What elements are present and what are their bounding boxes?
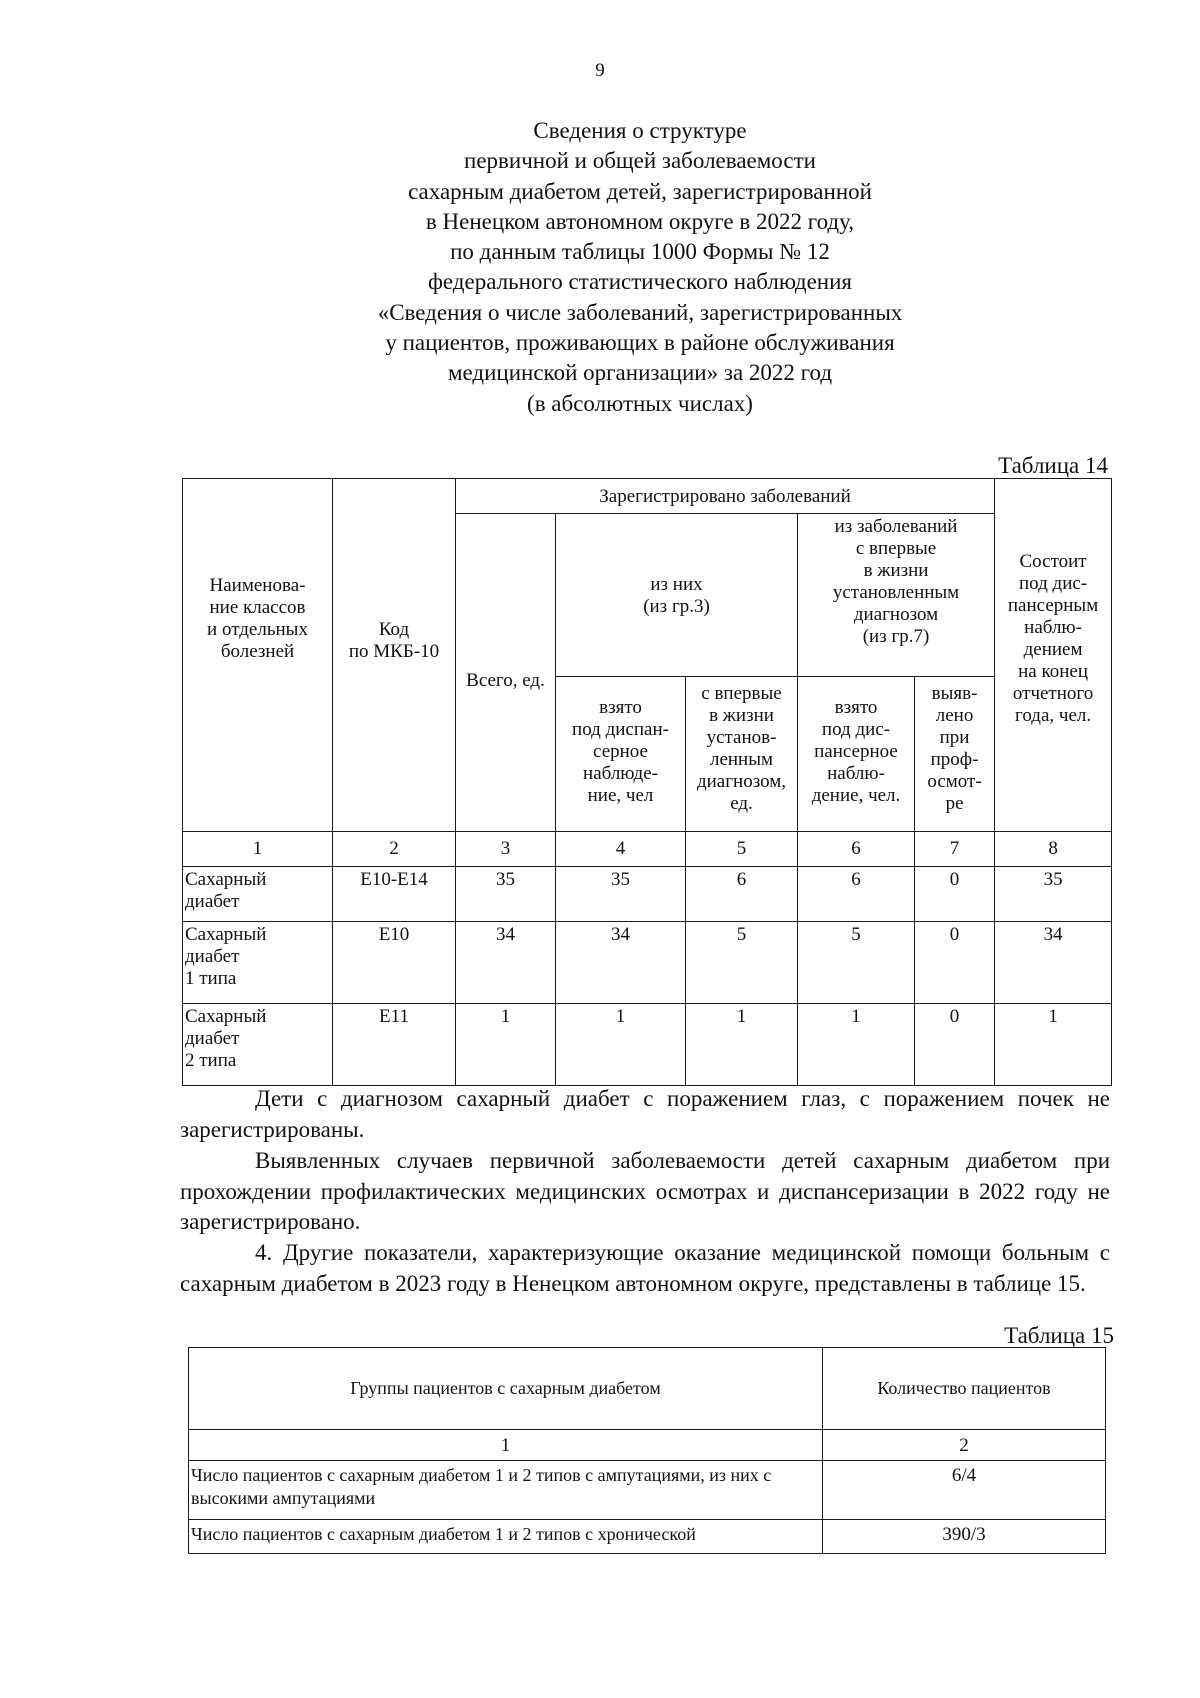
row-name-text: Сахарный диабет	[185, 869, 267, 912]
header-taken-dispensary-new-text: взято под дис- пансерное наблю- дение, чел.	[811, 697, 901, 806]
title-line: федерального статистического наблюдения	[427, 269, 853, 295]
row-value: 5	[686, 922, 798, 1004]
row-value: 34	[556, 922, 686, 1004]
title-line: сахарным диабетом детей, зарегистрированной	[408, 178, 872, 204]
col-number: 1	[183, 832, 333, 867]
row-code: Е10-Е14	[333, 867, 456, 922]
table-row	[183, 922, 1112, 1004]
header-of-new	[798, 514, 995, 677]
title-line: «Сведения о числе заболеваний, зарегистрированных	[377, 299, 903, 325]
col-number: 3	[456, 832, 556, 867]
row-value: 1	[556, 1004, 686, 1086]
row-value: 34	[456, 922, 556, 1004]
header-of-them	[556, 514, 798, 677]
col-number: 4	[556, 832, 686, 867]
row-value: 34	[995, 922, 1112, 1004]
header-detected-checkup-text: выяв- лено при проф- осмот- ре	[927, 683, 982, 814]
title-line: медицинской организации» за 2022 год	[447, 360, 833, 386]
table-14	[182, 478, 1112, 1086]
header-code	[333, 479, 456, 832]
col-number: 1	[189, 1430, 823, 1461]
table-14-caption: Таблица 14	[998, 453, 1108, 478]
row-count: 390/3	[823, 1520, 1106, 1554]
row-value: 1	[798, 1004, 915, 1086]
header-patient-groups: Группы пациентов с сахарным диабетом	[189, 1348, 823, 1430]
row-name	[183, 867, 333, 922]
header-taken-dispensary-text: взято под диспан- серное наблюде- ние, чел	[572, 697, 669, 806]
header-name-text: Наименова- ние классов и отдельных болезней	[207, 575, 308, 662]
header-of-new-text: из заболеваний с впервые в жизни установленным диагнозом (из гр.7)	[832, 516, 960, 647]
row-value: 1	[456, 1004, 556, 1086]
table-row	[189, 1461, 1106, 1520]
row-value: 0	[915, 922, 995, 1004]
title-line: в Ненецком автономном округе в 2022 году,	[425, 208, 855, 234]
row-value: 1	[995, 1004, 1112, 1086]
table-row	[183, 1004, 1112, 1086]
title-line: у пациентов, проживающих в районе обслуживания	[385, 330, 895, 356]
title-line: первичной и общей заболеваемости	[464, 148, 816, 174]
row-value: 35	[995, 867, 1112, 922]
column-number-row	[183, 832, 1112, 867]
row-count: 6/4	[823, 1461, 1106, 1520]
row-value: 6	[798, 867, 915, 922]
header-first-time	[686, 677, 798, 832]
column-number-row	[189, 1430, 1106, 1461]
header-patient-count: Количество пациентов	[823, 1348, 1106, 1430]
row-group: Число пациентов с сахарным диабетом 1 и 2 типов с ампутациями, из них с высокими ампутациями	[189, 1461, 823, 1520]
row-value: 6	[686, 867, 798, 922]
table-15	[188, 1347, 1106, 1554]
table-row	[183, 867, 1112, 922]
row-name-text: Сахарный диабет 1 типа	[185, 924, 267, 989]
paragraph-no-complications: Дети с диагнозом сахарный диабет с поражением глаз, с поражением почек не зарегистрированы.	[180, 1086, 1110, 1142]
header-dispensary-end-text: Состоит под дис- пансерным наблю- дением на конец отчетного года, чел.	[1007, 551, 1099, 726]
paragraph-no-first-cases: Выявленных случаев первичной заболеваемости детей сахарным диабетом при прохождении профилактических медицинских осмотрах и диспансеризации в 2022 году не зарегистрировано.	[180, 1148, 1110, 1234]
col-number: 7	[915, 832, 995, 867]
row-value: 35	[556, 867, 686, 922]
title-line: (в абсолютных числах)	[527, 390, 753, 416]
header-name	[183, 479, 333, 832]
row-name-text: Сахарный диабет 2 типа	[185, 1006, 267, 1071]
title-line: по данным таблицы 1000 Формы № 12	[450, 239, 830, 265]
header-code-text: Код по МКБ-10	[348, 619, 440, 662]
table-row	[189, 1520, 1106, 1554]
row-value: 1	[686, 1004, 798, 1086]
paragraph-other-indicators: 4. Другие показатели, характеризующие оказание медицинской помощи больным с сахарным диабетом в 2023 году в Ненецком автономном округе, представлены в таблице 15.	[180, 1240, 1110, 1296]
header-first-time-text: с впервые в жизни установ- ленным диагнозом, ед.	[696, 683, 787, 814]
row-code: Е11	[333, 1004, 456, 1086]
table-15-caption: Таблица 15	[1004, 1323, 1114, 1348]
row-value: 0	[915, 867, 995, 922]
row-value: 0	[915, 1004, 995, 1086]
title-line: Сведения о структуре	[533, 118, 747, 143]
header-taken-dispensary	[556, 677, 686, 832]
col-number: 5	[686, 832, 798, 867]
col-number: 6	[798, 832, 915, 867]
row-name	[183, 1004, 333, 1086]
col-number: 2	[823, 1430, 1106, 1461]
page-number: 9	[595, 60, 605, 81]
row-name	[183, 922, 333, 1004]
row-value: 35	[456, 867, 556, 922]
header-detected-checkup	[915, 677, 995, 832]
row-group: Число пациентов с сахарным диабетом 1 и 2 типов с хронической	[189, 1520, 823, 1554]
col-number: 2	[333, 832, 456, 867]
header-registered: Зарегистрировано заболеваний	[456, 479, 995, 514]
row-code: Е10	[333, 922, 456, 1004]
row-value: 5	[798, 922, 915, 1004]
header-of-them-text: из них (из гр.3)	[643, 574, 710, 617]
header-taken-dispensary-new	[798, 677, 915, 832]
col-number: 8	[995, 832, 1112, 867]
header-total: Всего, ед.	[456, 514, 556, 832]
header-dispensary-end	[995, 479, 1112, 832]
document-title	[200, 116, 1080, 419]
